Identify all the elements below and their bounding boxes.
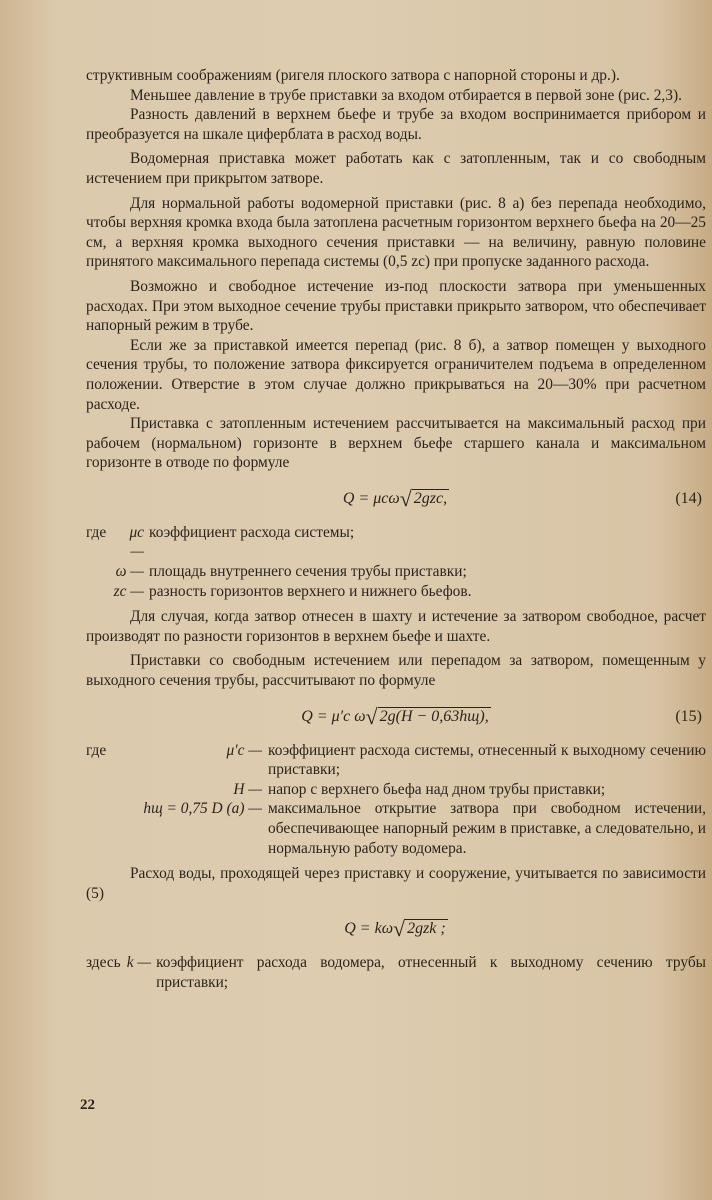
definition-symbol: ω —: [115, 563, 144, 581]
definition-symbol: μc —: [129, 523, 144, 561]
formula-15: [86, 697, 706, 737]
paragraph: Приставки со свободным истечением или перепадом за затвором, помещенным у выходного сечения трубы, рассчитывают по формуле: [86, 652, 706, 690]
definition-row: [86, 582, 706, 602]
definition-text: площадь внутреннего сечения трубы приставки;: [149, 563, 467, 581]
definitions-1: [86, 523, 706, 601]
sqrt-sign: √ 2gzk ;: [393, 916, 446, 942]
formula-14: [86, 479, 706, 519]
definition-row: [86, 741, 706, 780]
formula-5-lhs: Q = kω: [344, 920, 393, 938]
formula-14-number: (14): [675, 489, 702, 507]
formula-5-radicand: 2gzk ;: [407, 920, 446, 938]
definitions-lead: где: [86, 741, 107, 759]
definition-symbol: k —: [126, 954, 152, 972]
definitions-3: [86, 953, 706, 992]
formula-15-radicand: 2g(H − 0,63hщ),: [379, 707, 489, 725]
formula-15-expression: [86, 703, 706, 729]
paragraph: Водомерная приставка может работать как с затопленным, так и со свободным истечением при прикрытом затворе.: [86, 150, 706, 187]
definition-symbol: hщ = 0,75 D (a) —: [143, 800, 262, 818]
page-number: 22: [80, 1097, 95, 1113]
definition-row: [86, 562, 706, 582]
definition-row: [86, 523, 706, 562]
paragraph: Для случая, когда затвор отнесен в шахту и истечение за затвором свободное, расчет производят по разности горизонтов в верхнем бьефе и шахте.: [86, 608, 706, 645]
definition-text: напор с верхнего бьефа над дном трубы приставки;: [268, 780, 606, 798]
page-text: [86, 66, 706, 993]
definition-text: коэффициент расхода системы, отнесенный к выходному сечению приставки;: [268, 741, 706, 779]
sqrt-sign: √ 2gzc,: [399, 485, 448, 511]
definition-symbol: H —: [233, 780, 262, 798]
definition-symbol-cell: [86, 741, 262, 780]
definition-text: разность горизонтов верхнего и нижнего бьефов.: [149, 582, 472, 600]
definition-symbol: μ′c —: [226, 741, 262, 759]
formula-15-lhs: Q = μ′c ω: [301, 707, 366, 725]
definitions-lead: здесь: [86, 954, 121, 972]
definition-text: коэффициент расхода водомера, отнесенный к выходному сечению трубы приставки;: [156, 954, 706, 991]
paragraph: Расход воды, проходящей через приставку и сооружение, учитывается по зависимости (5): [86, 865, 706, 902]
definition-symbol: zc —: [113, 582, 144, 600]
paragraph: Возможно и свободное истечение из-под плоскости затвора при уменьшенных расходах. При этом выходное сечение трубы приставки прикрыто затвором, что обеспечивает напорный режим в трубе.: [86, 277, 706, 335]
formula-5-expression: [86, 916, 706, 942]
definitions-lead: где: [86, 523, 107, 541]
paragraph: Если же за приставкой имеется перепад (рис. 8 б), а затвор помещен у выходного сечения трубы, то положение затвора фиксируется ограничителем подъема в определенном положении. Отверстие в этом случае должно прикрываться на 20—30% при расчетном расходе.: [86, 336, 706, 413]
definition-row: [86, 799, 706, 858]
sqrt-sign: √ 2g(H − 0,63hщ),: [365, 703, 489, 729]
paragraph: Меньшее давление в трубе приставки за входом отбирается в первой зоне (рис. 2,3).: [130, 86, 682, 104]
formula-15-number: (15): [675, 707, 702, 725]
formula-14-radicand: 2gzc,: [413, 489, 448, 507]
definition-text: максимальное открытие затвора при свободном истечении, обеспечивающее напорный режим в приставке, а следовательно, и нормальную работу водомера.: [268, 800, 706, 857]
definition-row: [86, 780, 706, 800]
formula-14-expression: [86, 485, 706, 511]
paragraph: структивным соображениям (ригеля плоского затвора с напорной стороны и др.).: [86, 67, 620, 84]
definitions-2: [86, 741, 706, 859]
paragraph: Для нормальной работы водомерной приставки (рис. 8 а) без перепада необходимо, чтобы верхняя кромка входа была затоплена расчетным горизонтом верхнего бьефа на 20—25 см, а верхняя кромка выходного сечения приставки — на величину, равную половине принятого максимального перепада системы (0,5 zc) при пропуске заданного расхода.: [86, 194, 706, 271]
formula-14-lhs: Q = μcω: [342, 489, 400, 507]
formula-5: [86, 909, 706, 949]
definition-text: коэффициент расхода системы;: [149, 523, 355, 541]
paragraph: Приставка с затопленным истечением рассчитывается на максимальный расход при рабочем (нормальном) горизонте в верхнем бьефе старшего канала и максимальном горизонте в отводе по формуле: [86, 415, 706, 472]
paragraph: Разность давлений в верхнем бьефе и трубе за входом воспринимается прибором и преобразуется на шкале циферблата в расход воды.: [86, 106, 706, 143]
